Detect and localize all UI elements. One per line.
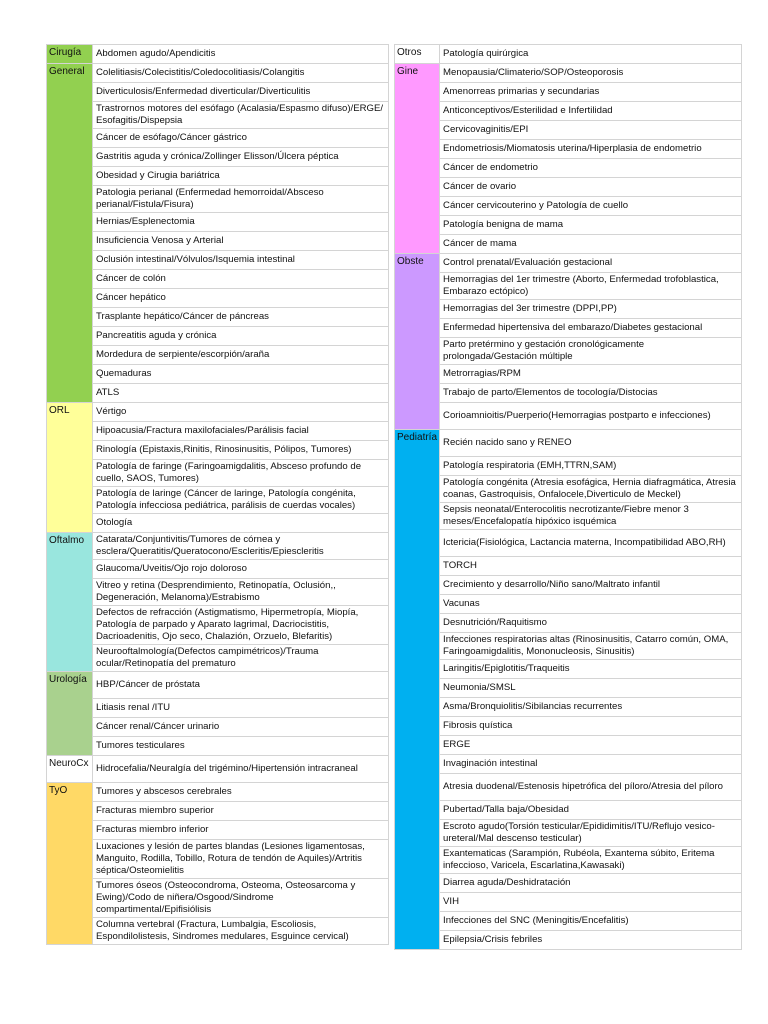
category-label: ORL bbox=[47, 403, 93, 533]
table-row bbox=[395, 319, 742, 338]
topic-cell: Hemorragias del 1er trimestre (Aborto, Enfermedad trofoblastica, Embarazo ectópico) bbox=[440, 273, 742, 300]
table-row bbox=[47, 821, 389, 840]
topic-cell: Fracturas miembro inferior bbox=[93, 821, 389, 840]
table-row bbox=[47, 251, 389, 270]
topic-cell: Epilepsia/Crisis febriles bbox=[440, 931, 742, 950]
topic-cell: Corioamnioitis/Puerperio(Hemorragias postparto e infecciones) bbox=[440, 403, 742, 430]
topic-cell: Diverticulosis/Enfermedad diverticular/Diverticulitis bbox=[93, 83, 389, 102]
table-row bbox=[47, 148, 389, 167]
table-row bbox=[395, 457, 742, 476]
topic-cell: Menopausia/Climaterio/SOP/Osteoporosis bbox=[440, 64, 742, 83]
topic-cell: HBP/Cáncer de próstata bbox=[93, 672, 389, 699]
topic-cell: Fracturas miembro superior bbox=[93, 802, 389, 821]
category-label: Cirugía bbox=[47, 45, 93, 64]
topic-cell: Fibrosis quística bbox=[440, 717, 742, 736]
category-label: Oftalmo bbox=[47, 533, 93, 672]
category-label: Gine bbox=[395, 64, 440, 254]
topic-cell: ERGE bbox=[440, 736, 742, 755]
table-row bbox=[395, 736, 742, 755]
topic-cell: Patología de faringe (Faringoamigdalitis, Absceso profundo de cuello, SAOS, Tumores) bbox=[93, 460, 389, 487]
topic-cell: Enfermedad hipertensiva del embarazo/Diabetes gestacional bbox=[440, 319, 742, 338]
category-label: TyO bbox=[47, 783, 93, 945]
table-row bbox=[395, 874, 742, 893]
topic-cell: Gastritis aguda y crónica/Zollinger Elisson/Úlcera péptica bbox=[93, 148, 389, 167]
table-row bbox=[395, 365, 742, 384]
topic-cell: Mordedura de serpiente/escorpión/araña bbox=[93, 346, 389, 365]
table-row bbox=[395, 633, 742, 660]
table-row bbox=[395, 159, 742, 178]
topic-cell: Desnutrición/Raquitismo bbox=[440, 614, 742, 633]
topic-cell: Tumores y abscesos cerebrales bbox=[93, 783, 389, 802]
table-row bbox=[47, 699, 389, 718]
topic-cell: Endometriosis/Miomatosis uterina/Hiperplasia de endometrio bbox=[440, 140, 742, 159]
topic-cell: Hipoacusia/Fractura maxilofaciales/Parálisis facial bbox=[93, 422, 389, 441]
topic-cell: Patología respiratoria (EMH,TTRN,SAM) bbox=[440, 457, 742, 476]
table-row bbox=[47, 645, 389, 672]
topic-cell: Metrorragias/RPM bbox=[440, 365, 742, 384]
topic-cell: Cáncer cervicouterino y Patología de cuello bbox=[440, 197, 742, 216]
table-row bbox=[47, 45, 389, 64]
topic-cell: Obesidad y Cirugia bariátrica bbox=[93, 167, 389, 186]
topic-cell: Trasplante hepático/Cáncer de páncreas bbox=[93, 308, 389, 327]
topic-cell: Glaucoma/Uveitis/Ojo rojo doloroso bbox=[93, 560, 389, 579]
topic-cell: TORCH bbox=[440, 557, 742, 576]
topic-cell: Cáncer de esófago/Cáncer gástrico bbox=[93, 129, 389, 148]
table-row bbox=[47, 441, 389, 460]
table-row bbox=[47, 346, 389, 365]
topic-cell: Vitreo y retina (Desprendimiento, Retinopatía, Oclusión,, Degeneración, Melanoma)/Estrabismo bbox=[93, 579, 389, 606]
topic-cell: Hemorragias del 3er trimestre (DPPI,PP) bbox=[440, 300, 742, 319]
table-row bbox=[47, 560, 389, 579]
table-row bbox=[47, 756, 389, 783]
table-row bbox=[47, 83, 389, 102]
table-row bbox=[395, 774, 742, 801]
topic-cell: Crecimiento y desarrollo/Niño sano/Maltrato infantil bbox=[440, 576, 742, 595]
topic-cell: Anticonceptivos/Esterilidad e Infertilidad bbox=[440, 102, 742, 121]
topic-cell: Laringitis/Epiglotitis/Traqueitis bbox=[440, 660, 742, 679]
topic-cell: Hernias/Esplenectomia bbox=[93, 213, 389, 232]
table-row bbox=[47, 102, 389, 129]
topic-cell: Abdomen agudo/Apendicitis bbox=[93, 45, 389, 64]
table-row bbox=[47, 606, 389, 645]
table-row bbox=[395, 557, 742, 576]
topic-cell: VIH bbox=[440, 893, 742, 912]
topic-cell: Patología benigna de mama bbox=[440, 216, 742, 235]
topic-cell: Patología congénita (Atresia esofágica, Hernia diafragmática, Atresia coanas, Gastroquisis, Onfalocele,Diverticulo de Meckel) bbox=[440, 476, 742, 503]
table-row bbox=[47, 308, 389, 327]
table-row bbox=[395, 717, 742, 736]
topic-cell: Vacunas bbox=[440, 595, 742, 614]
table-row bbox=[395, 300, 742, 319]
category-label: General bbox=[47, 64, 93, 403]
topic-cell: Control prenatal/Evaluación gestacional bbox=[440, 254, 742, 273]
table-row bbox=[47, 289, 389, 308]
topic-cell: Recién nacido sano y RENEO bbox=[440, 430, 742, 457]
table-row bbox=[395, 476, 742, 503]
table-row bbox=[395, 338, 742, 365]
topic-cell: Patologia perianal (Enfermedad hemorroidal/Absceso perianal/Fistula/Fisura) bbox=[93, 186, 389, 213]
table-row bbox=[47, 487, 389, 514]
table-row bbox=[395, 595, 742, 614]
table-row bbox=[47, 840, 389, 879]
topic-cell: Parto pretérmino y gestación cronológicamente prolongada/Gestación múltiple bbox=[440, 338, 742, 365]
table-row bbox=[395, 235, 742, 254]
table-row bbox=[47, 879, 389, 918]
table-row bbox=[47, 129, 389, 148]
table-row bbox=[395, 847, 742, 874]
right-topic-table bbox=[394, 44, 742, 950]
table-row bbox=[47, 270, 389, 289]
table-row bbox=[47, 64, 389, 83]
topic-cell: Litiasis renal /ITU bbox=[93, 699, 389, 718]
topic-cell: Otología bbox=[93, 514, 389, 533]
topic-cell: Insuficiencia Venosa y Arterial bbox=[93, 232, 389, 251]
table-row bbox=[395, 931, 742, 950]
table-row bbox=[47, 672, 389, 699]
topic-cell: Patología quirúrgica bbox=[440, 45, 742, 64]
topic-cell: Pancreatitis aguda y crónica bbox=[93, 327, 389, 346]
table-row bbox=[395, 64, 742, 83]
table-row bbox=[47, 213, 389, 232]
topic-cell: Luxaciones y lesión de partes blandas (Lesiones ligamentosas, Manguito, Rodilla, Tobillo, Rotura de tendón de Aquiles)/Artritis séptica/Osteomielitis bbox=[93, 840, 389, 879]
topic-cell: Columna vertebral (Fractura, Lumbalgia, Escoliosis, Espondilolistesis, Sindromes medulares, Esguince cervical) bbox=[93, 918, 389, 945]
table-row bbox=[395, 801, 742, 820]
topic-cell: Asma/Bronquiolitis/Sibilancias recurrentes bbox=[440, 698, 742, 717]
table-row bbox=[47, 579, 389, 606]
topic-cell: Pubertad/Talla baja/Obesidad bbox=[440, 801, 742, 820]
table-row bbox=[47, 422, 389, 441]
topic-cell: Catarata/Conjuntivitis/Tumores de córnea y esclera/Queratitis/Queratocono/Escleritis/Epiescleritis bbox=[93, 533, 389, 560]
table-row bbox=[395, 197, 742, 216]
table-row bbox=[47, 365, 389, 384]
topic-cell: Escroto agudo(Torsión testicular/Epididimitis/ITU/Reflujo vesico-ureteral/Mal descenso testicular) bbox=[440, 820, 742, 847]
topic-cell: Defectos de refracción (Astigmatismo, Hipermetropía, Miopía, Patología de parpado y Aparato lagrimal, Dacriocistitis, Dacrioadenitis, Ojo seco, Chalazión, Orzuelo, Blefaritis) bbox=[93, 606, 389, 645]
topic-cell: Neumonia/SMSL bbox=[440, 679, 742, 698]
table-row bbox=[395, 140, 742, 159]
topic-cell: Quemaduras bbox=[93, 365, 389, 384]
table-row bbox=[47, 918, 389, 945]
table-row bbox=[395, 660, 742, 679]
table-row bbox=[395, 121, 742, 140]
table-row bbox=[395, 83, 742, 102]
table-row bbox=[47, 403, 389, 422]
topic-cell: Patología de laringe (Cáncer de laringe, Patología congénita, Patología infecciosa pediátrica, parálisis de cuerdas vocales) bbox=[93, 487, 389, 514]
topic-cell: Neurooftalmología(Defectos campimétricos)/Trauma ocular/Retinopatía del prematuro bbox=[93, 645, 389, 672]
table-row bbox=[395, 576, 742, 595]
topic-cell: Cáncer renal/Cáncer urinario bbox=[93, 718, 389, 737]
table-row bbox=[47, 460, 389, 487]
topic-cell: Cáncer de colón bbox=[93, 270, 389, 289]
table-row bbox=[395, 755, 742, 774]
table-row bbox=[47, 384, 389, 403]
table-row bbox=[395, 912, 742, 931]
category-label: Pediatría bbox=[395, 430, 440, 950]
table-row bbox=[395, 254, 742, 273]
table-row bbox=[395, 530, 742, 557]
topic-cell: Cáncer de ovario bbox=[440, 178, 742, 197]
topic-cell: Tumores óseos (Osteocondroma, Osteoma, Osteosarcoma y Ewing)/Codo de niñera/Osgood/Sindrome compartimental/Epifisiólisis bbox=[93, 879, 389, 918]
topic-cell: Cáncer de mama bbox=[440, 235, 742, 254]
table-row bbox=[47, 783, 389, 802]
table-row bbox=[47, 737, 389, 756]
topic-cell: Cáncer hepático bbox=[93, 289, 389, 308]
topic-cell: Trabajo de parto/Elementos de tocología/Distocias bbox=[440, 384, 742, 403]
category-label: Obste bbox=[395, 254, 440, 430]
table-row bbox=[47, 186, 389, 213]
table-row bbox=[47, 514, 389, 533]
table-row bbox=[395, 503, 742, 530]
topic-cell: Atresia duodenal/Estenosis hipetrófica del píloro/Atresia del píloro bbox=[440, 774, 742, 801]
topic-cell: Rinología (Epistaxis,Rinitis, Rinosinusitis, Pólipos, Tumores) bbox=[93, 441, 389, 460]
topic-cell: Amenorreas primarias y secundarias bbox=[440, 83, 742, 102]
topic-cell: Tumores testiculares bbox=[93, 737, 389, 756]
topic-cell: Colelitiasis/Colecistitis/Coledocolitiasis/Colangitis bbox=[93, 64, 389, 83]
table-row bbox=[47, 167, 389, 186]
table-row bbox=[395, 45, 742, 64]
topic-cell: Vértigo bbox=[93, 403, 389, 422]
topic-cell: Sepsis neonatal/Enterocolitis necrotizante/Fiebre menor 3 meses/Encefalopatía hipóxico isquémica bbox=[440, 503, 742, 530]
table-row bbox=[47, 327, 389, 346]
left-topic-table bbox=[46, 44, 389, 945]
table-row bbox=[47, 533, 389, 560]
topic-cell: Infecciones del SNC (Meningitis/Encefalitis) bbox=[440, 912, 742, 931]
table-row bbox=[47, 232, 389, 251]
table-row bbox=[395, 403, 742, 430]
table-row bbox=[47, 718, 389, 737]
table-row bbox=[395, 102, 742, 121]
topic-cell: Hidrocefalia/Neuralgía del trigémino/Hipertensión intracraneal bbox=[93, 756, 389, 783]
table-row bbox=[395, 820, 742, 847]
table-row bbox=[395, 430, 742, 457]
table-row bbox=[395, 698, 742, 717]
topic-cell: Trastrornos motores del esófago (Acalasia/Espasmo difuso)/ERGE/ Esofagitis/Dispepsia bbox=[93, 102, 389, 129]
topic-cell: Invaginación intestinal bbox=[440, 755, 742, 774]
topic-cell: Ictericia(Fisiológica, Lactancia materna, Incompatibilidad ABO,RH) bbox=[440, 530, 742, 557]
topic-cell: Infecciones respiratorias altas (Rinosinusitis, Catarro común, OMA, Faringoamigdalitis, Mononucleosis, Sinusitis) bbox=[440, 633, 742, 660]
table-row bbox=[395, 384, 742, 403]
table-row bbox=[395, 679, 742, 698]
table-row bbox=[395, 273, 742, 300]
topic-cell: Cáncer de endometrio bbox=[440, 159, 742, 178]
category-label: Otros bbox=[395, 45, 440, 64]
topic-cell: Oclusión intestinal/Vólvulos/Isquemia intestinal bbox=[93, 251, 389, 270]
category-label: Urología bbox=[47, 672, 93, 756]
table-row bbox=[395, 614, 742, 633]
topic-cell: Exantematicas (Sarampión, Rubéola, Exantema súbito, Eritema infeccioso, Varicela, Escarlatina,Kawasaki) bbox=[440, 847, 742, 874]
table-row bbox=[47, 802, 389, 821]
table-row bbox=[395, 893, 742, 912]
topic-cell: ATLS bbox=[93, 384, 389, 403]
topic-cell: Cervicovaginitis/EPI bbox=[440, 121, 742, 140]
table-row bbox=[395, 178, 742, 197]
topic-cell: Diarrea aguda/Deshidratación bbox=[440, 874, 742, 893]
table-row bbox=[395, 216, 742, 235]
category-label: NeuroCx bbox=[47, 756, 93, 783]
